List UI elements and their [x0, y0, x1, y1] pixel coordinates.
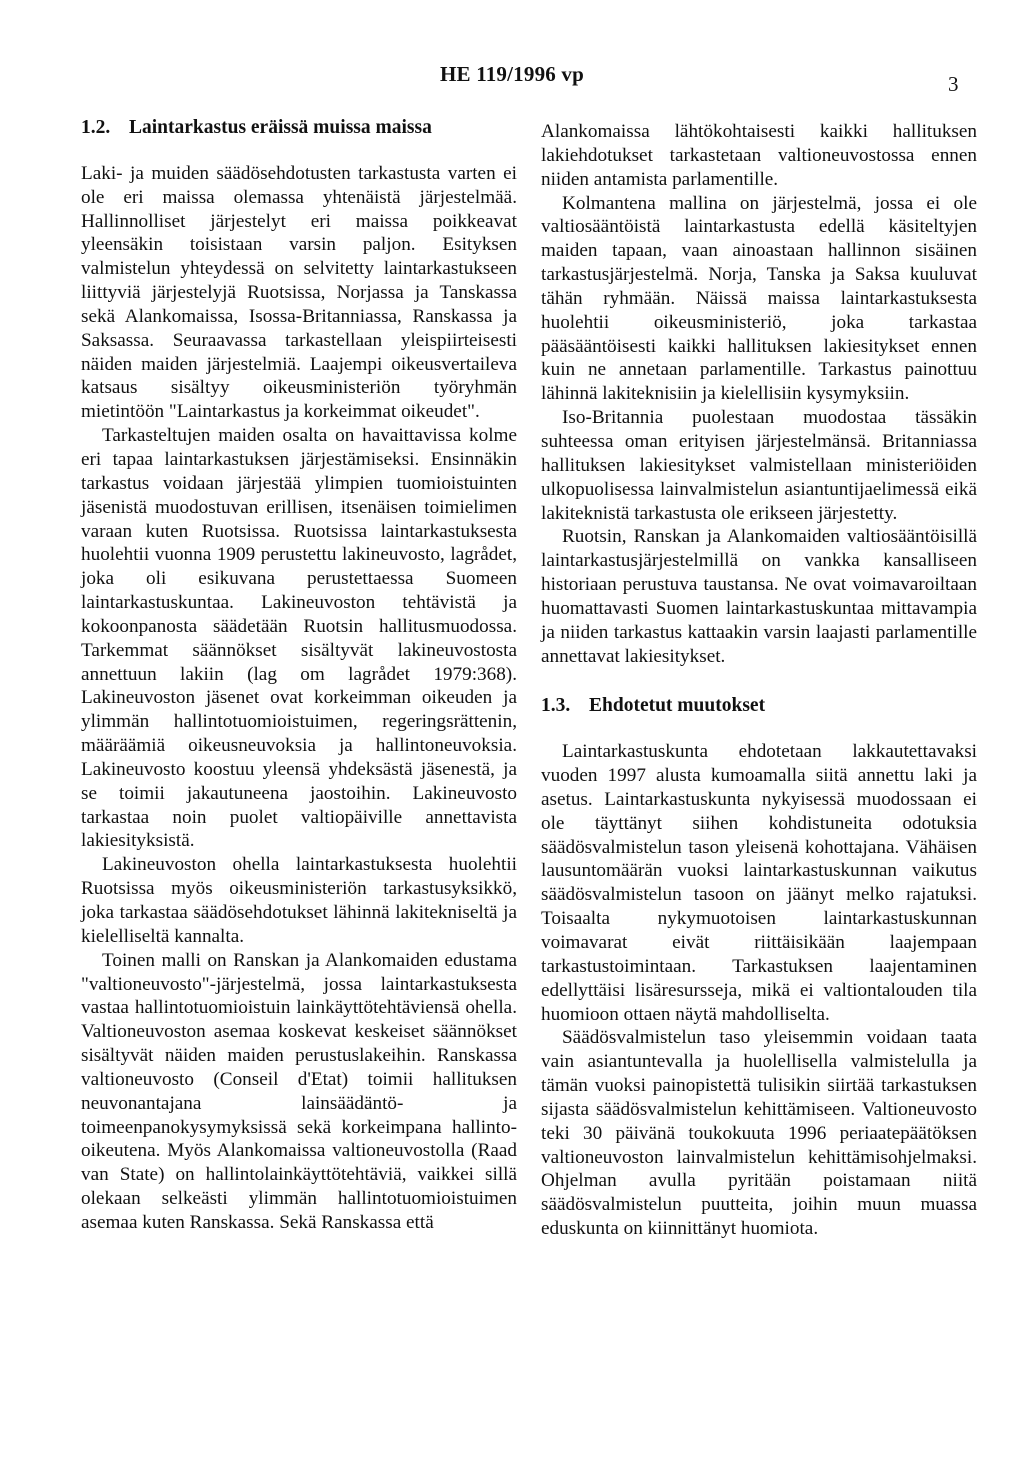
- section-heading-1-2: [81, 116, 517, 140]
- paragraph: Ruotsin, Ranskan ja Alankomaiden valtiosääntöisillä laintarkastusjärjestelmillä on vankka kansalliseen historiaan perustuva taustansa. Ne ovat voimavaroiltaan huomattavasti Suomen laintarkastuskuntaa mittavampia ja niiden tarkastus kattaakin varsin laajasti parlamentille annettavat lakiesitykset.: [541, 526, 977, 667]
- paragraph: Iso-Britannia puolestaan muodostaa tässäkin suhteessa oman erityisen järjestelmänsä. Britanniassa hallituksen lakiesitykset valmistellaan ministeriöiden ulkopuolisessa lainvalmistelun asiantuntijaelimessä eikä lakiteknistä tarkastusta ole erikseen järjestetty.: [541, 407, 977, 524]
- paragraph: Laki- ja muiden säädösehdotusten tarkastusta varten ei ole eri maissa olemassa yhtenäistä järjestelmää. Hallinnolliset järjestelyt eri maissa poikkeavat yleensäkin toisistaan varsin paljon. Esityksen valmistelun yhteydessä on selvitetty laintarkastukseen liittyviä järjestelyjä Ruotsissa, Norjassa ja Tanskassa sekä Alankomaissa, Isossa-Britanniassa, Ranskassa ja Saksassa. Seuraavassa tarkastellaan yleispiirteisesti näiden maiden järjestelmiä. Laajempi oikeusvertaileva katsaus sisältyy oikeusministeriön työryhmän mietintöön "Laintarkastus ja korkeimmat oikeudet".: [81, 162, 517, 423]
- paragraph: Toinen malli on Ranskan ja Alankomaiden edustama "valtioneuvosto"-järjestelmä, jossa laintarkastuksesta vastaa hallintotuomioistuin lainkäyttötehtäviensä ohella. Valtioneuvoston asemaa koskevat keskeiset säännökset sisältyvät näiden maiden perustuslakeihin. Ranskassa valtioneuvosto (Conseil d'Etat) toimii hallituksen neuvonantajana lainsäädäntö- ja toimeenpanokysymyksissä sekä korkeimpana hallinto-oikeutena. Myös Alankomaissa valtioneuvostolla (Raad van State) on hallintolainkäyttötehtäviä, vaikkei sillä olekaan selkeästi ylimmän hallintotuomioistuimen asemaa kuten Ranskassa. Sekä Ranskassa että: [81, 949, 517, 1233]
- left-column: [81, 116, 517, 1235]
- paragraph: Säädösvalmistelun taso yleisemmin voidaan taata vain asiantuntevalla ja huolellisella valmistelulla ja tämän vuoksi painopistettä tulisikin siirtää tarkastuksen sijasta säädösvalmistelun kehittämiseen. Valtioneuvosto teki 30 päivänä toukokuuta 1996 periaatepäätöksen valtioneuvoston lainvalmistelun kehittämisohjelmaksi. Ohjelman avulla pyritään poistamaan niitä säädösvalmistelun puutteita, joihin muun muassa eduskunta on kiinnittänyt huomiota.: [541, 1027, 977, 1240]
- section-title: Laintarkastus eräissä muissa maissa: [129, 117, 432, 138]
- right-column: [541, 120, 977, 1241]
- section-number: 1.3.: [541, 695, 571, 717]
- paragraph: Alankomaissa lähtökohtaisesti kaikki hallituksen lakiehdotukset tarkastetaan valtioneuvostossa ennen niiden antamista parlamentille.: [541, 121, 977, 190]
- running-title: HE 119/1996 vp: [440, 62, 584, 86]
- section-number: 1.2.: [81, 117, 111, 138]
- paragraph: Tarkasteltujen maiden osalta on havaittavissa kolme eri tapaa laintarkastuksen järjestämiseksi. Ensinnäkin tarkastus voidaan järjestää ylimpien tuomioistuinten jäsenistä muodostuvan erillisen, itsenäisen toimielimen varaan kuten Ruotsissa. Ruotsissa laintarkastuksesta huolehtii vuonna 1909 perustettu lakineuvosto, lagrådet, joka oli esikuvana perustettaessa Suomeen laintarkastuskuntaa. Lakineuvoston tehtävistä ja kokoonpanosta säädetään Ruotsin hallitusmuodossa. Tarkemmat säännökset sisältyvät lakineuvostosta annettuun lakiin (lag om lagrådet 1979:368). Lakineuvoston jäsenet ovat korkeimman oikeuden ja ylimmän hallintotuomioistuimen, regeringsrättenin, määräämiä oikeusneuvoksia ja hallintoneuvoksia. Lakineuvosto koostuu yleensä yhdeksästä jäsenestä, ja se toimii jakautuneena jaostoihin. Lakineuvosto tarkastaa noin puolet valtiopäiville annettavista lakiesityksistä.: [81, 425, 517, 852]
- paragraph: Kolmantena mallina on järjestelmä, jossa ei ole valtiosääntöistä laintarkastusta edellä käsiteltyjen maiden tapaan, vaan ainoastaan hallinnon sisäinen tarkastusjärjestelmä. Norja, Tanska ja Saksa kuuluvat tähän ryhmään. Näissä maissa laintarkastuksesta huolehtii oikeusministeriö, joka tarkastaa pääsääntöisesti kaikki hallituksen lakiesitykset ennen kuin ne annetaan parlamentille. Tarkastus painottuu lähinnä lakiteknisiin ja kielellisiin kysymyksiin.: [541, 192, 977, 405]
- page-number: 3: [948, 72, 959, 96]
- section-heading-1-3: [541, 694, 977, 718]
- section-title: Ehdotetut muutokset: [589, 695, 766, 717]
- paragraph: Lakineuvoston ohella laintarkastuksesta huolehtii Ruotsissa myös oikeusministeriön tarkastusyksikkö, joka tarkastaa säädösehdotukset lähinnä lakitekniseltä ja kielelliseltä kannalta.: [81, 854, 517, 947]
- paragraph: Laintarkastuskunta ehdotetaan lakkautettavaksi vuoden 1997 alusta kumoamalla siitä annettu laki ja asetus. Laintarkastuskunta nykyisessä muodossaan ei ole täyttänyt siihen kohdistuneita odotuksia säädösvalmistelun tason yleisenä kohottajana. Vähäisen lausuntomäärän vuoksi laintarkastuskunnan vaikutus säädösvalmistelun tasoon on jäänyt melko rajatuksi. Toisaalta nykymuotoisen laintarkastuskunnan voimavarat eivät riittäisikään laajempaan tarkastustoimintaan. Tarkastuksen laajentaminen edellyttäisi lisäresursseja, mikä ei valtiontalouden tila huomioon ottaen näytä mahdolliselta.: [541, 741, 977, 1025]
